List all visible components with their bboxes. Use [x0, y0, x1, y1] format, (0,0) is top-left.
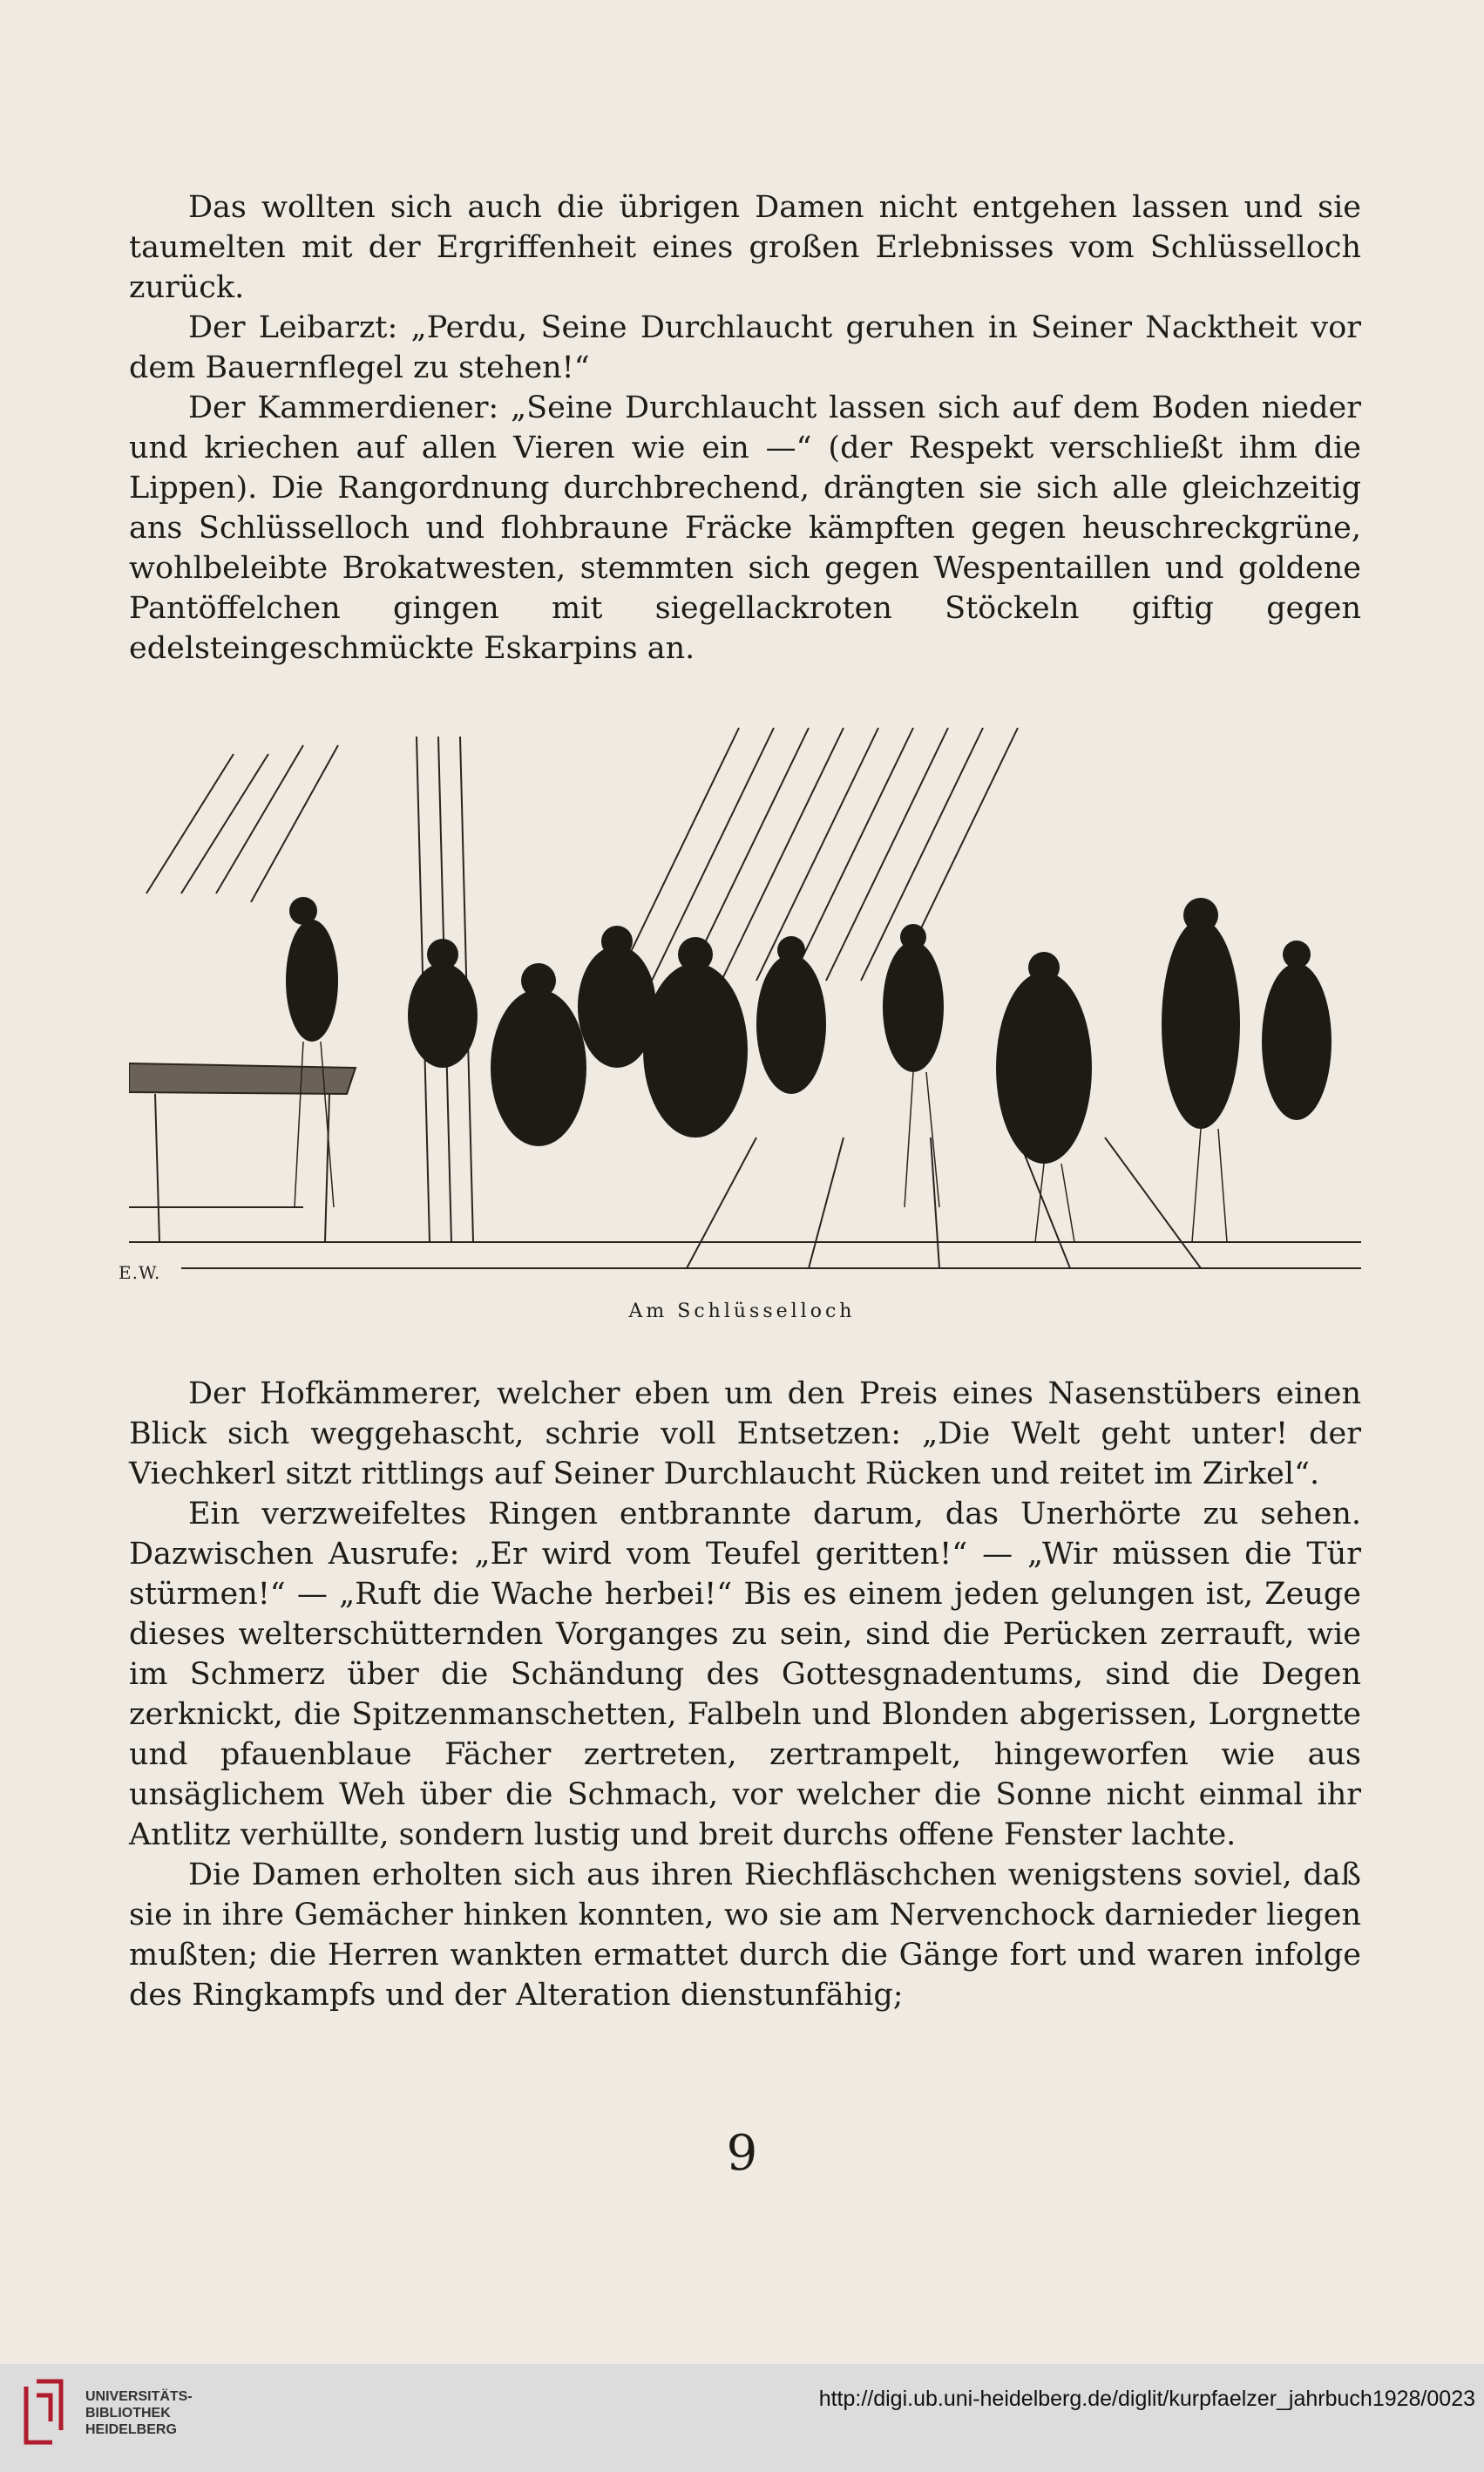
library-name-line: BIBLIOTHEK	[85, 2406, 171, 2421]
paragraph: Das wollten sich auch die übrigen Damen nicht entgehen lassen und sie taumelten mit der Ergriffenheit eines großen Erlebnisses vom Schlüsselloch zurück.	[129, 190, 1361, 305]
illustrator-signature: E.W.	[119, 1262, 161, 1283]
paragraph: Die Damen erholten sich aus ihren Riechfläschchen wenigstens soviel, daß sie in ihre Gemächer hinken konnten, wo sie am Nervenchock darnieder liegen mußten; die Herren wankten ermattet durch die Gänge fort und waren infolge des Ringkampfs und der Alteration dienstunfähig;	[129, 1857, 1361, 2013]
library-name-line: UNIVERSITÄTS-	[85, 2389, 193, 2404]
page-number: 9	[726, 2125, 758, 2182]
university-library-logo-icon	[17, 2378, 70, 2451]
library-name	[85, 2388, 193, 2438]
paragraph: Der Hofkämmerer, welcher eben um den Preis eines Nasenstübers einen Blick sich weggehascht, schrie voll Entsetzen: „Die Welt geht unter! der Viechkerl sitzt rittlings auf Seiner Durchlaucht Rücken und reitet im Zirkel“.	[129, 1376, 1361, 1491]
paragraph: Der Leibarzt: „Perdu, Seine Durchlaucht geruhen in Seiner Nacktheit vor dem Bauernflegel zu stehen!“	[129, 310, 1361, 385]
body-text-top	[129, 187, 1361, 669]
source-url-link[interactable]: http://digi.ub.uni-heidelberg.de/diglit/kurpfaelzer_jahrbuch1928/0023	[818, 2387, 1475, 2411]
paragraph: Ein verzweifeltes Ringen entbrannte darum, das Unerhörte zu sehen. Dazwischen Ausrufe: „Er wird vom Teufel geritten!“ — „Wir müssen die Tür stürmen!“ — „Ruft die Wache herbei!“ Bis es einem jeden gelungen ist, Zeuge dieses welterschütternden Vorganges zu sein, sind die Perücken zerrauft, wie im Schmerz über die Schändung des Gottesgnadentums, sind die Degen zerknickt, die Spitzenmanschetten, Falbeln und Blonden abgerissen, Lorgnette und pfauenblaue Fächer zertreten, zertrampelt, hingeworfen wie aus unsäglichem Weh über die Schmach, vor welcher die Sonne nicht einmal ihr Antlitz verhüllte, sondern lustig und breit durchs offene Fenster lachte.	[129, 1497, 1361, 1852]
library-name-line: HEIDELBERG	[85, 2422, 177, 2437]
body-text-bottom	[129, 1374, 1361, 2015]
illustration-am-schluesselloch	[129, 719, 1361, 1273]
illustration-caption: Am Schlüsselloch	[628, 1301, 856, 1322]
footer-bar	[0, 2364, 1484, 2472]
paragraph: Der Kammerdiener: „Seine Durchlaucht lassen sich auf dem Boden nieder und kriechen auf allen Vieren wie ein —“ (der Respekt verschließt ihm die Lippen). Die Rangordnung durchbrechend, drängten sie sich alle gleichzeitig ans Schlüsselloch und flohbraune Fräcke kämpften gegen heuschreckgrüne, wohlbeleibte Brokatwesten, stemmten sich gegen Wespentaillen und goldene Pantöffelchen gingen mit siegellackroten Stöckeln giftig gegen edelsteingeschmückte Eskarpins an.	[129, 390, 1361, 666]
